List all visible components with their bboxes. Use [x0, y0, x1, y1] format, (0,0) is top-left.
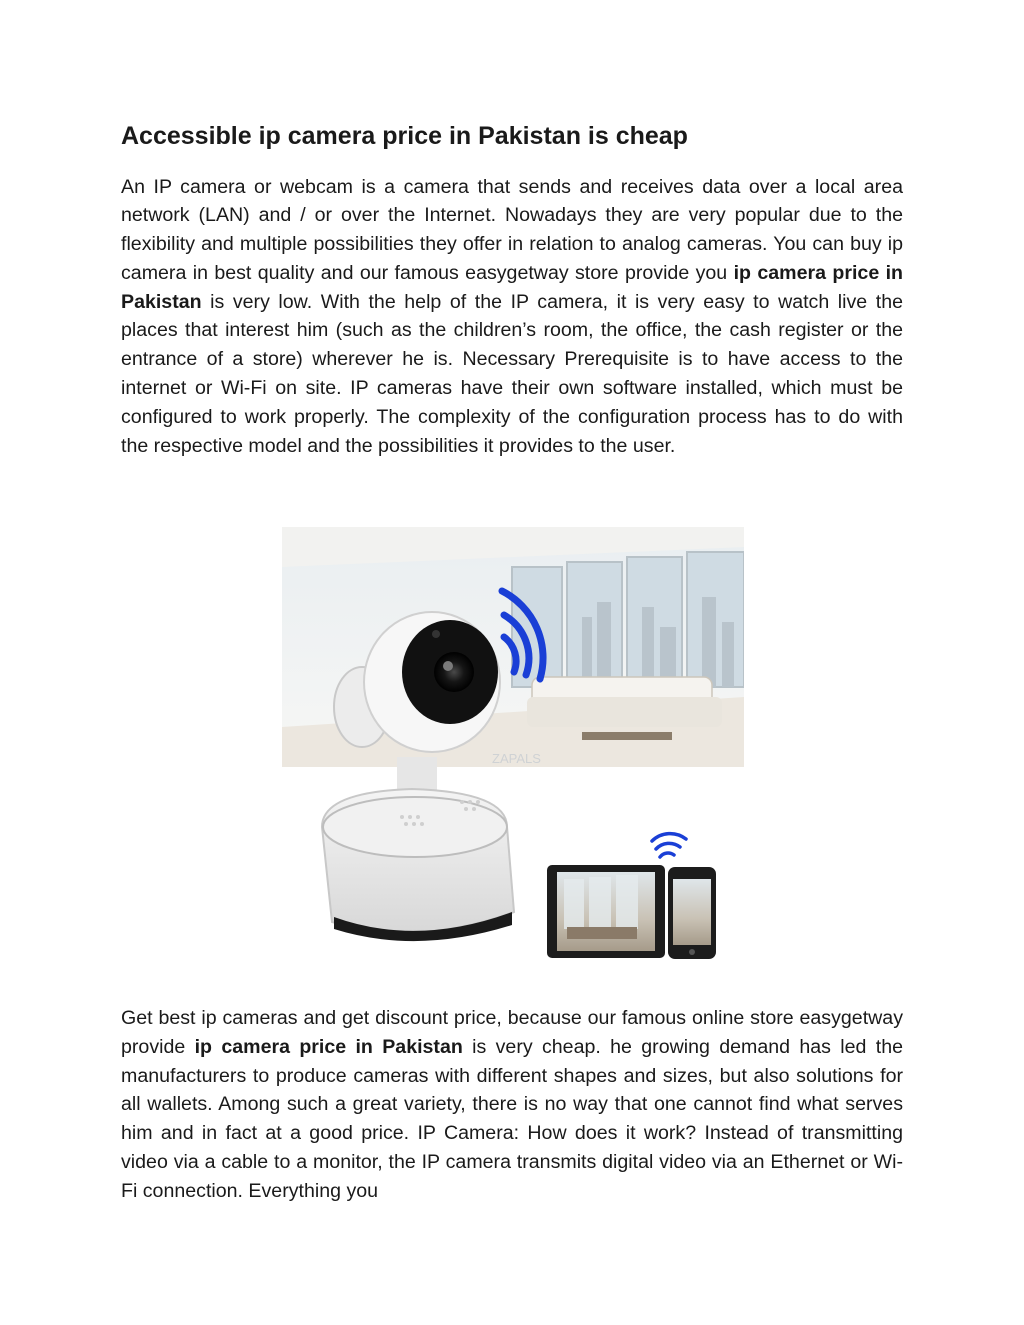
device-wifi-icon [652, 834, 686, 857]
intro-text-start: An IP camera or webcam is a camera that sends and receives data over a local area network (LAN) and / or over the Internet. Nowadays they are very popular due to the flexibility and multiple possibilities they offer in relation to analog cameras. You can buy ip camera in best quality and our famous easygetway store provide you [121, 175, 903, 284]
image-watermark: ZAPALS [492, 751, 541, 766]
tablet-device [547, 865, 665, 958]
ip-camera-illustration [282, 527, 744, 965]
page-title: Accessible ip camera price in Pakistan is cheap [121, 122, 688, 150]
second-paragraph-container [121, 1004, 903, 1206]
intro-text-end: is very low. With the help of the IP camera, it is very easy to watch live the places that interest him (such as the children’s room, the office, the cash register or the entrance of a store) wherever he is. Necessary Prerequisite is to have access to the internet or Wi-Fi on site. IP cameras have their own software installed, which must be configured to work properly. The complexity of the configuration process has to do with the respective model and the possibilities it provides to the user. [121, 290, 903, 457]
phone-device [668, 867, 716, 959]
second-text-end: is very cheap. he growing demand has led the manufacturers to produce cameras with different shapes and sizes, but also solutions for all wallets. Among such a great variety, there is no way that one cannot find what serves him and in fact at a good price. IP Camera: How does it work? Instead of transmitting video via a cable to a monitor, the IP camera transmits digital video via an Ethernet or Wi-Fi connection. Everything you [121, 1035, 903, 1202]
second-keyword: ip camera price in Pakistan [194, 1035, 463, 1058]
second-paragraph [121, 1004, 903, 1206]
intro-paragraph [121, 173, 903, 461]
intro-keyword: ip camera price in Pakistan [121, 261, 904, 313]
second-text-start: Get best ip cameras and get discount price, because our famous online store easygetway provide [121, 1007, 903, 1058]
document-body [121, 120, 903, 460]
